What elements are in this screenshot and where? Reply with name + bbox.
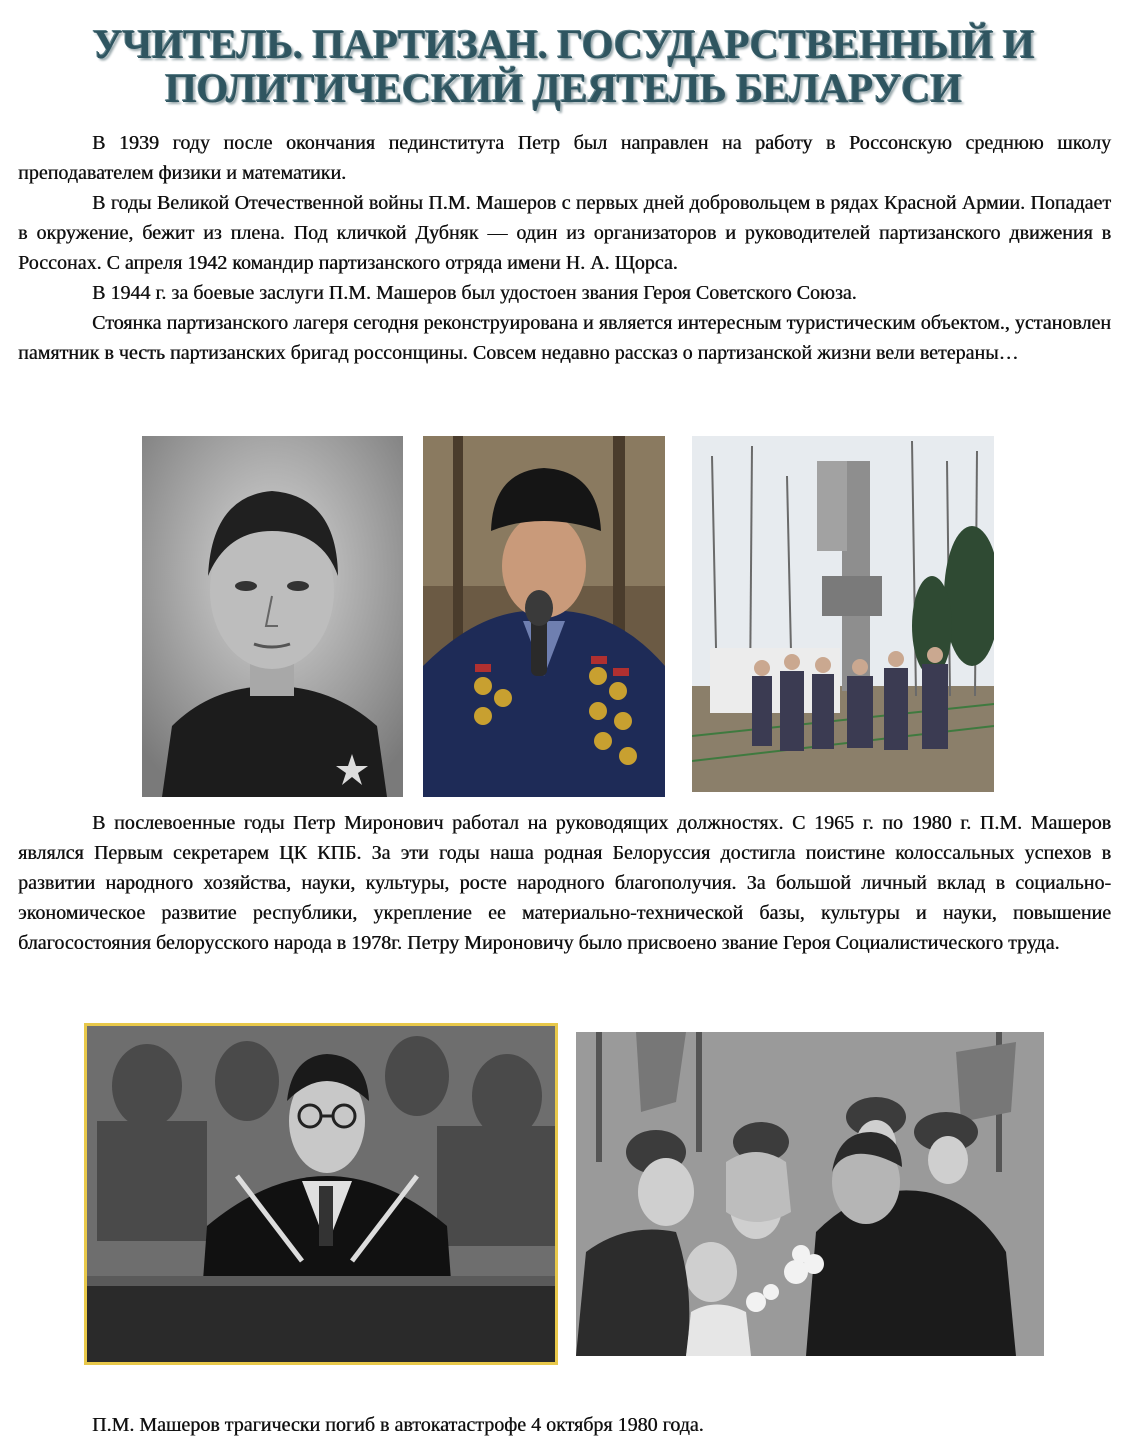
- text-block-postwar: [18, 808, 1111, 958]
- photo-portrait: [142, 436, 403, 797]
- page-title: [0, 22, 1127, 110]
- photo-veteran: [423, 436, 665, 797]
- photo-speech: [84, 1023, 558, 1365]
- paragraph-camp: Стоянка партизанского лагеря сегодня реконструирована и является интересным туристическим объектом., установлен памятник в честь партизанских бригад россонщины. Совсем недавно рассказ о партизанской жизни вели ветераны…: [18, 312, 1111, 364]
- paragraph-teacher: В 1939 году после окончания пединститута Петр был направлен на работу в Россонскую среднюю школу преподавателем физики и математики.: [18, 132, 1111, 184]
- paragraph-postwar: В послевоенные годы Петр Миронович работал на руководящих должностях. С 1965 г. по 1980 г. П.М. Машеров являлся Первым секретарем ЦК КПБ. За эти годы наша родная Белоруссия достигла поистине колоссальных успехов в развитии народного хозяйства, науки, культуры, росте народного благополучия. За большой личный вклад в социально-экономическое развитие республики, укрепление ее материально-технической базы, культуры и науки, повышение благосостояния белорусского народа в 1978г. Петру Мироновичу было присвоено звание Героя Социалистического труда.: [18, 812, 1111, 954]
- page-title-line-1: УЧИТЕЛЬ. ПАРТИЗАН. ГОСУДАРСТВЕННЫЙ И: [92, 21, 1035, 67]
- paragraph-partisan: В годы Великой Отечественной войны П.М. Машеров с первых дней добровольцем в рядах Красной Армии. Попадает в окружение, бежит из плена. Под кличкой Дубняк — один из организаторов и руководителей партизанского движения в Россонах. С апреля 1942 командир партизанского отряда имени Н. А. Щорса.: [18, 192, 1111, 274]
- page-title-line-2: ПОЛИТИЧЕСКИЙ ДЕЯТЕЛЬ БЕЛАРУСИ: [165, 65, 962, 111]
- photo-monument: [692, 436, 994, 792]
- paragraph-hero: В 1944 г. за боевые заслуги П.М. Машеров был удостоен звания Героя Советского Союза.: [92, 282, 857, 304]
- text-block-wartime: [18, 128, 1111, 368]
- photo-crowd: [576, 1032, 1044, 1356]
- caption-death: П.М. Машеров трагически погиб в автокатастрофе 4 октября 1980 года.: [92, 1414, 704, 1436]
